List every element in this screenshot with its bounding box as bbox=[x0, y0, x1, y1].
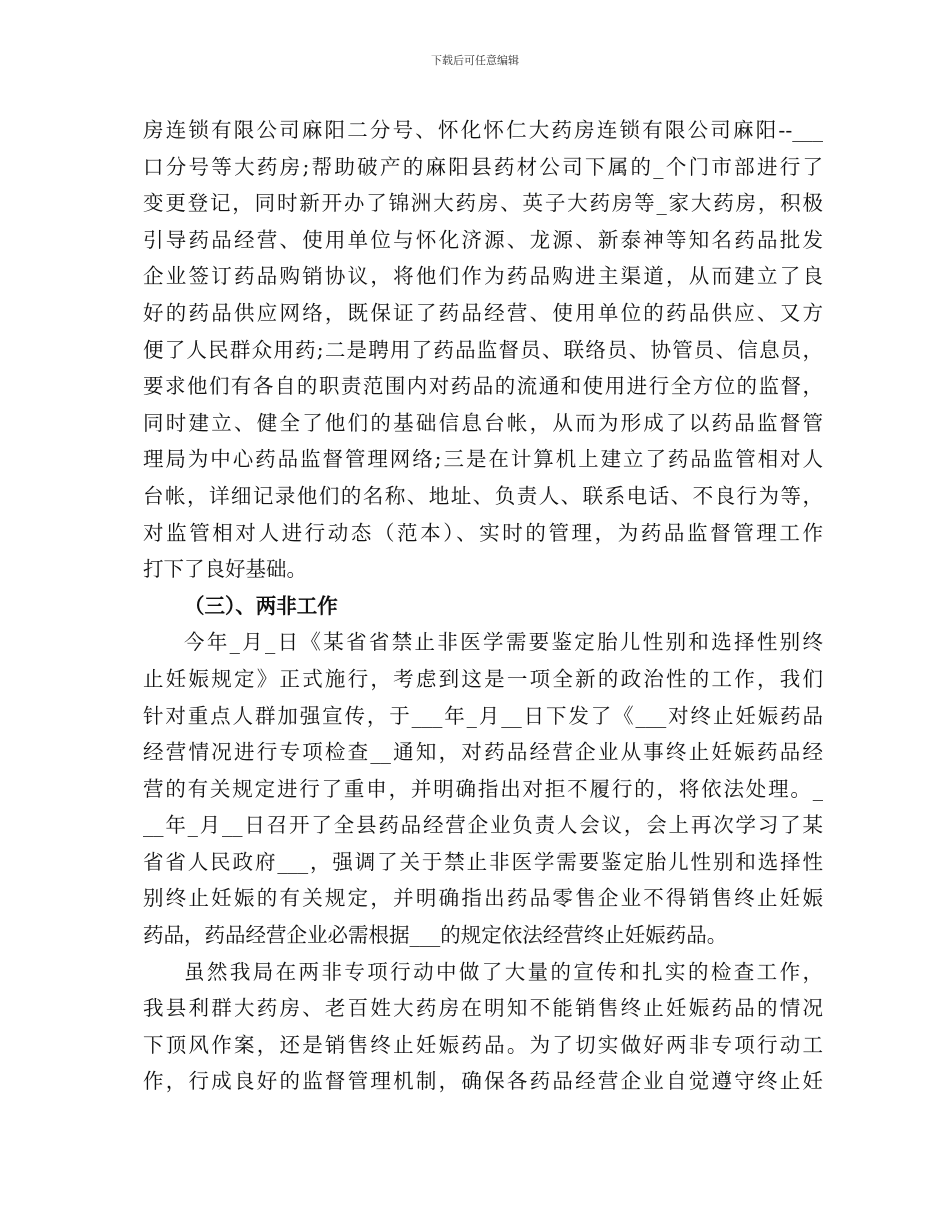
paragraph-line: 止妊娠规定》正式施行，考虑到这是一项全新的政治性的工作，我们 bbox=[143, 666, 823, 691]
paragraph-line: 要求他们有各自的职责范围内对药品的流通和使用进行全方位的监督， bbox=[143, 374, 823, 399]
paragraph-line: 药品，药品经营企业必需根据___的规定依法经营终止妊娠药品。 bbox=[143, 923, 728, 948]
paragraph-line: 今年_月_日《某省省禁止非医学需要鉴定胎儿性别和选择性别终 bbox=[184, 630, 823, 655]
paragraph-line: 便了人民群众用药;二是聘用了药品监督员、联络员、协管员、信息员， bbox=[143, 337, 823, 362]
paragraph-line: 经营情况进行专项检查__通知，对药品经营企业从事终止妊娠药品经 bbox=[143, 740, 823, 765]
paragraph-line: 变更登记，同时新开办了锦洲大药房、英子大药房等_家大药房，积极 bbox=[143, 191, 823, 216]
paragraph-line: 下顶风作案，还是销售终止妊娠药品。为了切实做好两非专项行动工 bbox=[143, 1032, 823, 1057]
paragraph-line: 同时建立、健全了他们的基础信息台帐，从而为形成了以药品监督管 bbox=[143, 410, 823, 435]
paragraph-line: 好的药品供应网络，既保证了药品经营、使用单位的药品供应、又方 bbox=[143, 300, 823, 325]
paragraph-line: 对监管相对人进行动态（范本）、实时的管理，为药品监督管理工作 bbox=[143, 520, 823, 545]
paragraph-line: 台帐，详细记录他们的名称、地址、负责人、联系电话、不良行为等， bbox=[143, 483, 823, 508]
paragraph-line: 作，行成良好的监督管理机制，确保各药品经营企业自觉遵守终止妊 bbox=[143, 1069, 823, 1094]
paragraph-line: 理局为中心药品监督管理网络;三是在计算机上建立了药品监管相对人 bbox=[143, 447, 823, 472]
paragraph-line: 房连锁有限公司麻阳二分号、怀化怀仁大药房连锁有限公司麻阳--___ bbox=[143, 118, 823, 142]
paragraph-line: 打下了良好基础。 bbox=[143, 557, 307, 582]
paragraph-line: 口分号等大药房;帮助破产的麻阳县药材公司下属的_个门市部进行了 bbox=[143, 154, 823, 179]
paragraph-line: 针对重点人群加强宣传，于___年_月__日下发了《___对终止妊娠药品 bbox=[143, 703, 823, 728]
paragraph-line: 别终止妊娠的有关规定，并明确指出药品零售企业不得销售终止妊娠 bbox=[143, 886, 823, 911]
paragraph-line: 虽然我局在两非专项行动中做了大量的宣传和扎实的检查工作， bbox=[184, 959, 823, 984]
page-header: 下载后可任意编辑 bbox=[431, 54, 519, 67]
paragraph-line: __年_月__日召开了全县药品经营企业负责人会议，会上再次学习了某 bbox=[143, 813, 823, 838]
section-heading: （三）、两非工作 bbox=[184, 593, 338, 618]
paragraph-line: 企业签订药品购销协议，将他们作为药品购进主渠道，从而建立了良 bbox=[143, 264, 823, 289]
paragraph-line: 引导药品经营、使用单位与怀化济源、龙源、新泰神等知名药品批发 bbox=[143, 227, 823, 252]
paragraph-line: 营的有关规定进行了重申，并明确指出对拒不履行的，将依法处理。_ bbox=[143, 776, 823, 801]
document-body bbox=[143, 112, 823, 1100]
paragraph-line: 省省人民政府___，强调了关于禁止非医学需要鉴定胎儿性别和选择性 bbox=[143, 849, 823, 874]
paragraph-line: 我县利群大药房、老百姓大药房在明知不能销售终止妊娠药品的情况 bbox=[143, 996, 823, 1021]
